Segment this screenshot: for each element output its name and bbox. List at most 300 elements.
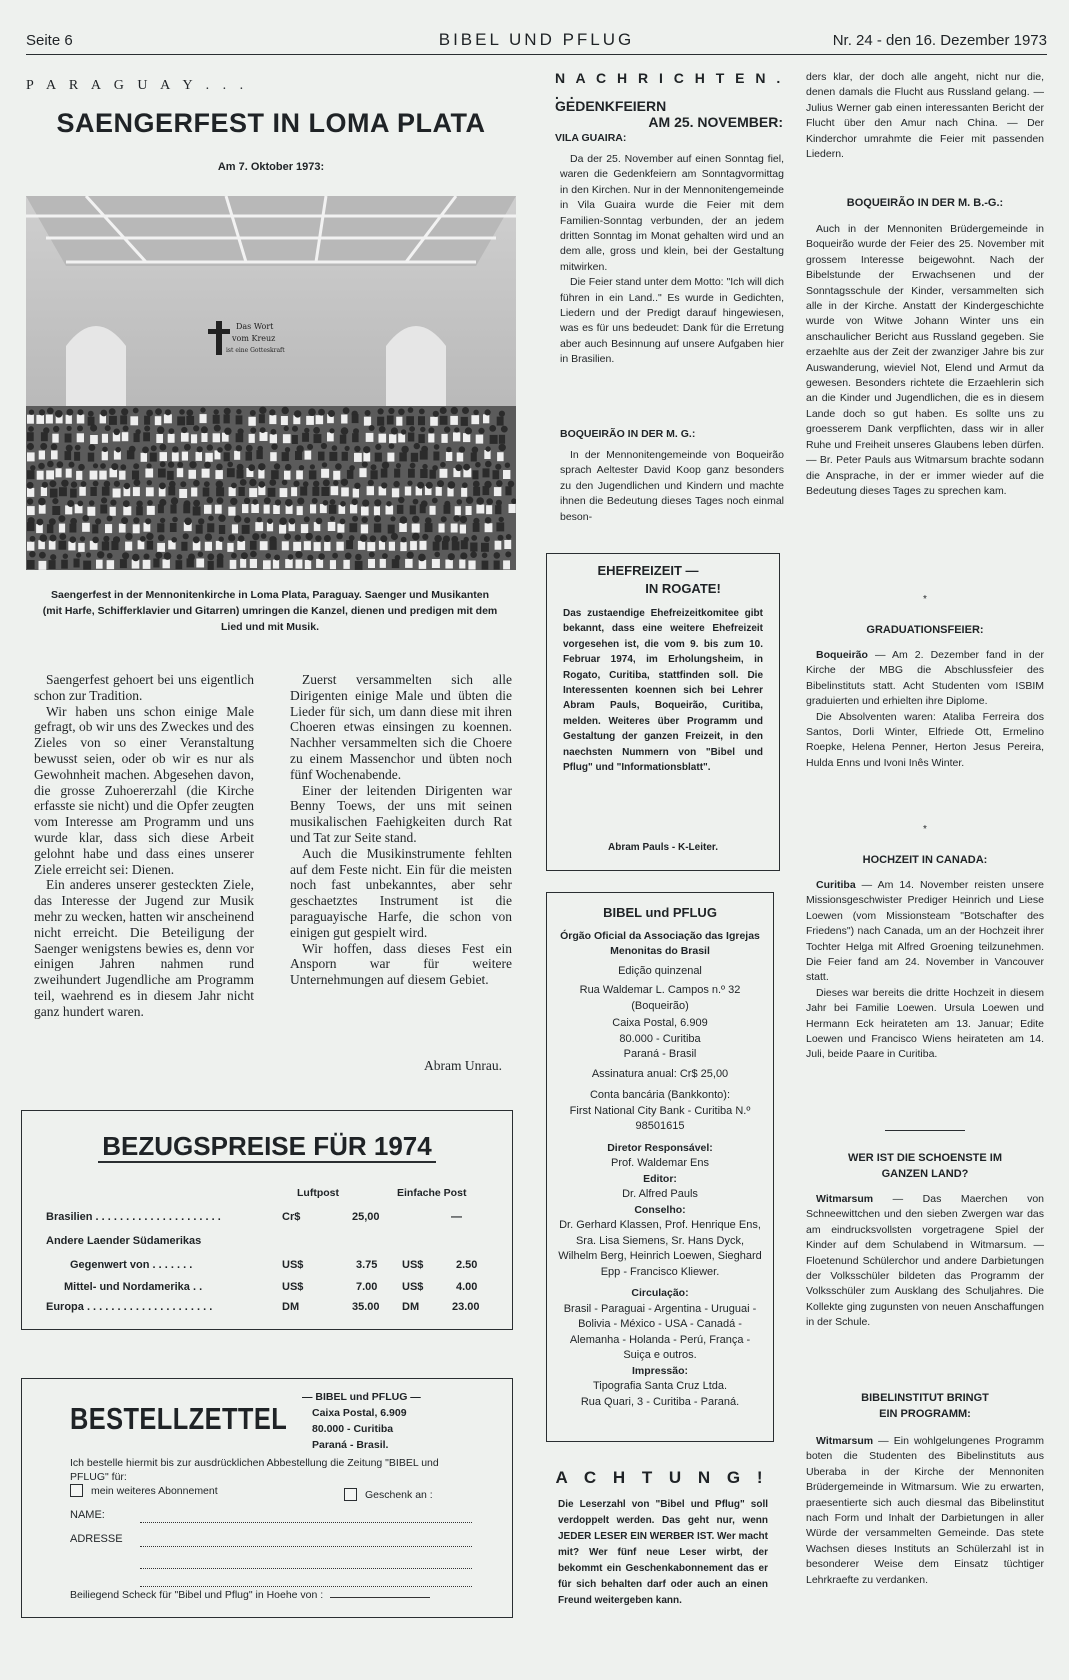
crowd-figure <box>505 463 510 468</box>
crowd-figure <box>205 533 212 540</box>
crowd-figure <box>288 554 294 560</box>
crowd-figure <box>193 507 201 516</box>
address-field-line-2[interactable] <box>70 1555 472 1571</box>
crowd-figure <box>340 435 347 444</box>
crowd-figure <box>61 480 68 487</box>
impressum-box <box>546 892 774 1442</box>
crowd-figure <box>284 471 291 480</box>
crowd-figure <box>509 504 516 513</box>
crowd-figure <box>437 480 444 487</box>
crowd-figure <box>29 551 35 557</box>
crowd-figure <box>163 559 170 568</box>
crowd-figure <box>172 517 178 523</box>
crowd-figure <box>196 559 204 568</box>
crowd-figure <box>27 488 34 497</box>
graduation-title: GRADUATIONSFEIER: <box>866 624 984 636</box>
crowd-figure <box>313 427 320 434</box>
crowd-figure <box>181 542 187 551</box>
crowd-figure <box>333 480 338 485</box>
crowd-figure <box>483 486 490 495</box>
crowd-figure <box>433 452 439 461</box>
article-paragraph: Zuerst versammelten sich alle Dirigenten einige Male und übten die Lieder für sich, um dann diese mit ihren Choeren etwas einsingen zu koennen. Nachher versammelten sich die Choere zu einem Massenchor und übten noch fünf Wochenabende. <box>290 672 512 782</box>
crowd-figure <box>371 470 378 479</box>
checkbox-icon[interactable] <box>344 1488 357 1501</box>
crowd-figure <box>369 552 375 558</box>
crowd-figure <box>230 560 237 569</box>
crowd-figure <box>505 486 511 495</box>
crowd-figure <box>200 414 207 423</box>
crowd-figure <box>246 445 253 452</box>
crowd-figure <box>269 409 275 415</box>
crowd-figure <box>363 453 370 462</box>
crowd-figure <box>440 469 448 478</box>
crowd-figure <box>300 487 307 496</box>
crowd-figure <box>191 488 197 497</box>
crowd-figure <box>193 425 199 431</box>
crowd-figure <box>187 558 194 567</box>
crowd-figure <box>88 411 94 417</box>
crowd-figure <box>293 481 299 487</box>
crowd-figure <box>215 505 222 514</box>
crowd-figure <box>270 434 277 443</box>
crowd-figure <box>160 518 165 523</box>
crowd-figure <box>77 425 83 431</box>
crowd-figure <box>49 480 56 487</box>
crowd-figure <box>40 443 47 450</box>
impressum-printer: Tipografia Santa Cruz Ltda. <box>592 1380 728 1392</box>
crowd-figure <box>460 516 467 523</box>
crowd-figure <box>271 429 277 435</box>
crowd-figure <box>157 543 165 552</box>
crowd-figure <box>88 453 94 462</box>
crowd-figure <box>250 410 256 416</box>
crowd-figure <box>446 447 451 452</box>
crowd-figure <box>470 543 477 552</box>
crowd-figure <box>252 499 258 505</box>
crowd-figure <box>232 524 238 533</box>
checkbox-icon[interactable] <box>70 1484 83 1497</box>
crowd-figure <box>70 536 77 543</box>
crowd-figure <box>293 542 301 551</box>
crowd-figure <box>365 410 371 416</box>
crowd-figure <box>172 452 179 461</box>
crowd-figure <box>78 543 85 552</box>
crowd-figure <box>389 434 396 443</box>
crowd-figure <box>486 498 493 505</box>
crowd-figure <box>87 507 95 516</box>
crowd-figure <box>473 410 478 415</box>
crowd-figure <box>143 560 151 569</box>
crowd-figure <box>349 523 357 532</box>
crowd-figure <box>314 434 322 443</box>
crowd-figure <box>92 537 99 544</box>
crowd-figure <box>407 552 414 559</box>
crowd-figure <box>336 542 343 551</box>
crowd-figure <box>217 497 224 504</box>
crowd-figure <box>428 427 434 433</box>
impressum-address: Paraná - Brasil <box>623 1048 697 1060</box>
crowd-figure <box>120 464 126 470</box>
crowd-figure <box>109 416 117 425</box>
crowd-figure <box>335 463 342 470</box>
crowd-figure <box>255 522 263 531</box>
crowd-figure <box>144 416 150 425</box>
crowd-figure <box>412 524 420 533</box>
crowd-figure <box>318 553 325 560</box>
sign-line-2: vom Kreuz <box>232 334 276 343</box>
crowd-figure <box>111 463 118 470</box>
crowd-figure <box>39 505 46 514</box>
crowd-figure <box>461 488 467 497</box>
crowd-figure <box>433 411 439 417</box>
crowd-figure <box>349 535 355 541</box>
crowd-figure <box>179 489 187 498</box>
crowd-figure <box>168 434 175 443</box>
crowd-figure <box>312 498 318 504</box>
crowd-figure <box>198 518 204 524</box>
crowd-figure <box>29 410 34 415</box>
crowd-figure <box>485 461 492 468</box>
crowd-figure <box>496 480 503 487</box>
crowd-figure <box>79 487 86 496</box>
crowd-figure <box>90 471 98 480</box>
article-paragraph: Saengerfest gehoert bei uns eigentlich schon zur Tradition. <box>34 672 254 703</box>
crowd-figure <box>145 469 153 478</box>
crowd-figure <box>336 533 342 539</box>
crowd-figure <box>473 523 480 532</box>
crowd-figure <box>202 469 210 478</box>
crowd-figure <box>267 518 273 524</box>
crowd-figure <box>227 468 235 477</box>
crowd-figure <box>490 435 498 444</box>
impressum-address: Rua Waldemar L. Campos n.º 32 <box>579 984 741 996</box>
crowd-figure <box>401 537 407 543</box>
crowd-figure <box>142 447 149 454</box>
crowd-figure <box>234 451 240 460</box>
crowd-figure <box>305 560 311 569</box>
crowd-figure <box>331 486 339 495</box>
crowd-figure <box>160 444 167 451</box>
crowd-figure <box>328 410 335 417</box>
crowd-figure <box>77 415 85 424</box>
own-subscription-checkbox[interactable]: mein weiteres Abonnement <box>70 1484 218 1497</box>
crowd-figure <box>208 515 214 521</box>
article-paragraph: Wir haben uns schon einige Male gefragt, ob wir uns des Zweckes und des Zieles von so einer Veranstaltung bewusst seien, oder ob wir es nur als Gewohnheit machen. Abgesehen davon, die grosse Zuhoererzahl (die Kirche erfasste sie nicht) und die Opfer zeugten vom Interesse am Programm und uns wurde klar, dass sich diese Arbeit gelohnt habe und dass eines unserer Ziele erreicht sei: Dienen. <box>34 703 254 877</box>
crowd-figure <box>268 488 276 497</box>
crowd-figure <box>324 542 330 551</box>
crowd-figure <box>249 434 255 443</box>
crowd-figure <box>422 464 427 469</box>
crowd-figure <box>63 554 68 559</box>
crowd-figure <box>259 481 266 488</box>
crowd-figure <box>375 444 381 450</box>
crowd-figure <box>341 415 347 424</box>
crowd-figure <box>386 501 391 506</box>
crowd-figure <box>146 533 153 540</box>
article-paragraph: Ein anderes unserer gesteckten Ziele, das Interesse der Jugend zur Musik mehr zu wecken, hatten wir anscheinend nicht erreicht. Die Beteiligung der Saenger wenigstens bewies es, denn vor einigen Jahren nahmen rund zweihundert Jugendliche am Programm teil, waehrend es in diesem Jahr nicht ganz hundert waren. <box>34 877 254 1019</box>
crowd-figure <box>503 560 510 569</box>
crowd-figure <box>349 465 355 471</box>
crowd-figure <box>314 542 321 551</box>
crowd-figure <box>316 518 323 525</box>
crowd-figure <box>133 517 139 523</box>
crowd-figure <box>428 434 434 443</box>
crowd-figure <box>136 501 142 507</box>
crowd-figure <box>270 541 277 550</box>
crowd-figure <box>248 417 255 426</box>
crowd-figure <box>51 450 58 459</box>
crowd-figure <box>57 461 64 468</box>
crowd-figure <box>27 452 35 461</box>
crowd-figure <box>240 559 246 568</box>
crowd-figure <box>426 482 433 489</box>
crowd-figure <box>420 469 427 478</box>
crowd-figure <box>155 408 162 415</box>
crowd-figure <box>406 416 414 425</box>
crowd-figure <box>59 541 67 550</box>
crowd-figure <box>343 407 350 414</box>
crowd-figure <box>399 452 407 461</box>
name-field[interactable]: NAME: <box>70 1509 472 1525</box>
crowd-figure <box>157 426 164 433</box>
impressum-bank-label: Conta bancária (Bankkonto): <box>589 1089 731 1101</box>
crowd-figure <box>189 470 197 479</box>
crowd-figure <box>207 523 214 532</box>
crowd-figure <box>214 409 219 414</box>
crowd-figure <box>358 541 365 550</box>
crowd-figure <box>168 461 174 467</box>
memorial-title: GEDENKFEIERN AM 25. NOVEMBER: <box>555 98 783 130</box>
crowd-figure <box>121 408 128 415</box>
crowd-figure <box>111 541 118 550</box>
crowd-figure <box>405 487 411 496</box>
crowd-figure <box>55 410 63 418</box>
crowd-figure <box>420 504 426 513</box>
crowd-figure <box>473 487 480 496</box>
crowd-figure <box>495 541 502 550</box>
crowd-figure <box>127 450 134 459</box>
marriage-retreat-text: Das zustaendige Ehefreizeitkomitee gibt bekannt, dass eine weitere Ehefreizeit vorgesehen ist, die vom 9. bis zum 10. Februar 1974, im Erholungsheim, in Rogato, Curitiba, stattfinden soll. Die Interessenten koennen sich bei Lehrer Abram Pauls, Boqueirão, Curitiba, melden. Weiteres über Programm und Gestaltung der ganzen Freizeit, in den naechsten Nummern von "Bibel und Pflug" und "Informationsblatt". <box>563 608 763 774</box>
crowd-figure <box>459 560 465 569</box>
crowd-figure <box>208 561 214 570</box>
crowd-figure <box>304 428 309 433</box>
crowd-figure <box>140 536 146 542</box>
crowd-figure <box>227 462 233 468</box>
crowd-figure <box>444 426 450 432</box>
crowd-figure <box>441 434 447 443</box>
crowd-figure <box>284 426 289 431</box>
crowd-figure <box>418 434 424 443</box>
crowd-figure <box>377 417 384 426</box>
crowd-figure <box>168 486 175 495</box>
boqueirao-mbg-text: Auch in der Mennoniten Brüdergemeinde in Boqueirão wurde der Feier des 25. November mit grossem Interesse beigewohnt. Nach der Bibelstunde der Erwachsenen und der Sonntagsschule der Kinder, versammelten sich alle in der Kirche. Anstatt der Kindergeschichte wurde von Witwe Johann Winter uns ein anschaulicher Bericht aus Russland gegeben. Sie erzaehlte aus der Zeit der zwanziger Jahre bis zur Auswanderung, wieviel Not, Elend und Armut da gewesen. Besonders richtete die Erzaehlerin sich an die Kinder und Jugendlichen, die es in diesem Lande doch so gut haben. Es sollte uns zu groesserem Dank verpflichten, dass wir in aller Ruhe und Freiheit unseres Glaubens leben dürfen. — Br. Peter Pauls aus Witmarsum brachte sodann die Ansprache, in der er immer wieder auf die Bedeutung dieses Tages zu sprechen kam. <box>806 223 1044 497</box>
crowd-figure <box>46 470 54 479</box>
crowd-figure <box>230 498 237 505</box>
impressum-editor-label: Editor: <box>643 1172 677 1185</box>
crowd-figure <box>224 414 230 423</box>
crowd-figure <box>104 481 111 488</box>
crowd-figure <box>462 407 469 414</box>
crowd-figure <box>273 505 280 514</box>
crowd-figure <box>147 500 153 506</box>
crowd-figure <box>102 447 107 452</box>
crowd-figure <box>274 555 280 561</box>
crowd-figure <box>41 432 48 441</box>
crowd-figure <box>92 524 98 533</box>
crowd-figure <box>156 434 163 443</box>
impressum-editor: Dr. Alfred Pauls <box>622 1188 698 1200</box>
crowd-figure <box>93 481 99 487</box>
crowd-figure <box>216 481 224 489</box>
crowd-figure <box>473 481 480 488</box>
crowd-figure <box>440 407 447 414</box>
crowd-figure <box>327 432 334 441</box>
crowd-figure <box>76 471 82 480</box>
crowd-figure <box>282 452 289 461</box>
crowd-figure <box>213 433 220 442</box>
crowd-figure <box>400 516 408 524</box>
crowd-figure <box>27 542 34 551</box>
crowd-figure <box>497 452 504 461</box>
crowd-figure <box>259 414 265 423</box>
crowd-figure <box>439 524 445 533</box>
crowd-figure <box>66 445 73 452</box>
crowd-figure <box>350 504 357 513</box>
crowd-figure <box>183 533 189 539</box>
crowd-figure <box>41 487 47 496</box>
crowd-figure <box>27 482 34 489</box>
prices-title: BEZUGSPREISE FÜR 1974 <box>22 1131 512 1162</box>
crowd-figure <box>382 462 389 469</box>
article-signature: Abram Unrau. <box>424 1058 502 1073</box>
gift-checkbox[interactable]: Geschenk an : <box>344 1488 433 1501</box>
crowd-figure <box>93 463 98 468</box>
crowd-figure <box>30 536 36 542</box>
crowd-figure <box>134 479 141 486</box>
crowd-figure <box>455 464 462 471</box>
crowd-figure <box>482 553 488 559</box>
crowd-figure <box>214 425 221 432</box>
crowd-figure <box>151 445 157 451</box>
crowd-figure <box>238 535 244 541</box>
crowd-figure <box>463 433 470 442</box>
crowd-figure <box>250 541 257 550</box>
address-field[interactable]: ADRESSE <box>70 1533 472 1549</box>
crowd-figure <box>279 525 286 534</box>
crowd-figure <box>90 487 96 496</box>
crowd-figure <box>244 498 250 504</box>
crowd-figure <box>250 427 256 433</box>
crowd-figure <box>398 497 404 503</box>
crowd-figure <box>78 409 84 415</box>
crowd-figure <box>470 551 477 558</box>
crowd-figure <box>217 447 223 453</box>
crowd-figure <box>380 535 387 542</box>
crowd-figure <box>193 480 200 487</box>
attention-title: A C H T U N G ! <box>555 1468 769 1487</box>
crowd-figure <box>133 487 140 496</box>
crowd-figure <box>27 432 34 441</box>
crowd-figure <box>170 523 177 532</box>
price-row: Europa . . . . . . . . . . . . . . . . . . . . . DM 35.00 DM 23.00 <box>46 1301 480 1313</box>
crowd-figure <box>485 446 490 451</box>
crowd-figure <box>224 408 231 415</box>
crowd-figure <box>387 453 394 462</box>
crowd-figure <box>53 426 59 432</box>
crowd-figure <box>107 516 113 522</box>
crowd-figure <box>396 463 401 468</box>
continuation-text: ders klar, der doch alle angeht, nicht nur die, denen damals die Flucht aus Russland gelang. — Julius Werner gab einen interessanten Bericht der Flucht über den Amur nach China. — Der Kinderchor umrahmte die Feier mit passenden Liedern. <box>806 71 1044 161</box>
crowd-figure <box>265 553 271 559</box>
address-field-line-3[interactable] <box>70 1575 472 1589</box>
crowd-figure <box>379 434 387 443</box>
crowd-figure <box>216 541 222 550</box>
crowd-figure <box>355 561 363 570</box>
crowd-figure <box>455 506 461 515</box>
crowd-figure <box>389 542 395 551</box>
crowd-figure <box>345 553 352 560</box>
crowd-figure <box>285 559 293 568</box>
crowd-figure <box>482 561 489 570</box>
crowd-figure <box>379 426 386 433</box>
crowd-figure <box>481 543 489 552</box>
crowd-figure <box>321 443 327 449</box>
crowd-figure <box>333 471 340 480</box>
crowd-figure <box>270 452 277 461</box>
crowd-figure <box>150 453 157 462</box>
crowd-figure <box>446 452 452 461</box>
crowd-figure <box>296 470 303 479</box>
crowd-figure <box>132 471 139 480</box>
crowd-figure <box>264 497 271 504</box>
newspaper-title: BIBEL UND PFLUG <box>438 30 635 49</box>
crowd-figure <box>330 560 336 569</box>
crowd-figure <box>27 498 33 504</box>
crowd-figure <box>205 453 213 462</box>
crowd-figure <box>503 470 510 479</box>
crowd-figure <box>362 517 368 523</box>
crowd-figure <box>332 553 338 559</box>
crowd-figure <box>375 453 382 462</box>
crowd-figure <box>388 525 395 534</box>
impressum-circulation-label: Circulação: <box>631 1287 689 1299</box>
crowd-figure <box>181 433 189 442</box>
crowd-figure <box>158 535 165 542</box>
crowd-figure <box>49 560 56 569</box>
crowd-figure <box>448 481 456 489</box>
crowd-figure <box>67 426 72 431</box>
crowd-figure <box>101 497 107 503</box>
choir-photo <box>26 196 516 570</box>
crowd-figure <box>274 463 280 469</box>
crowd-figure <box>125 533 132 540</box>
crowd-figure <box>67 409 74 416</box>
crowd-figure <box>236 433 244 442</box>
crowd-figure <box>420 541 427 550</box>
crowd-figure <box>463 464 470 471</box>
crowd-figure <box>316 559 323 568</box>
crowd-figure <box>398 433 405 442</box>
crowd-figure <box>485 409 491 415</box>
crowd-figure <box>123 500 130 507</box>
crowd-figure <box>125 542 132 551</box>
crowd-figure <box>100 505 107 514</box>
issue-date: Nr. 24 - den 16. Dezember 1973 <box>832 32 1047 49</box>
check-amount-field[interactable]: Beiliegend Scheck für "Bibel und Pflug" in Hoehe von : <box>70 1589 476 1601</box>
crowd-figure <box>122 432 129 441</box>
crowd-figure <box>444 505 451 514</box>
crowd-figure <box>50 554 56 560</box>
